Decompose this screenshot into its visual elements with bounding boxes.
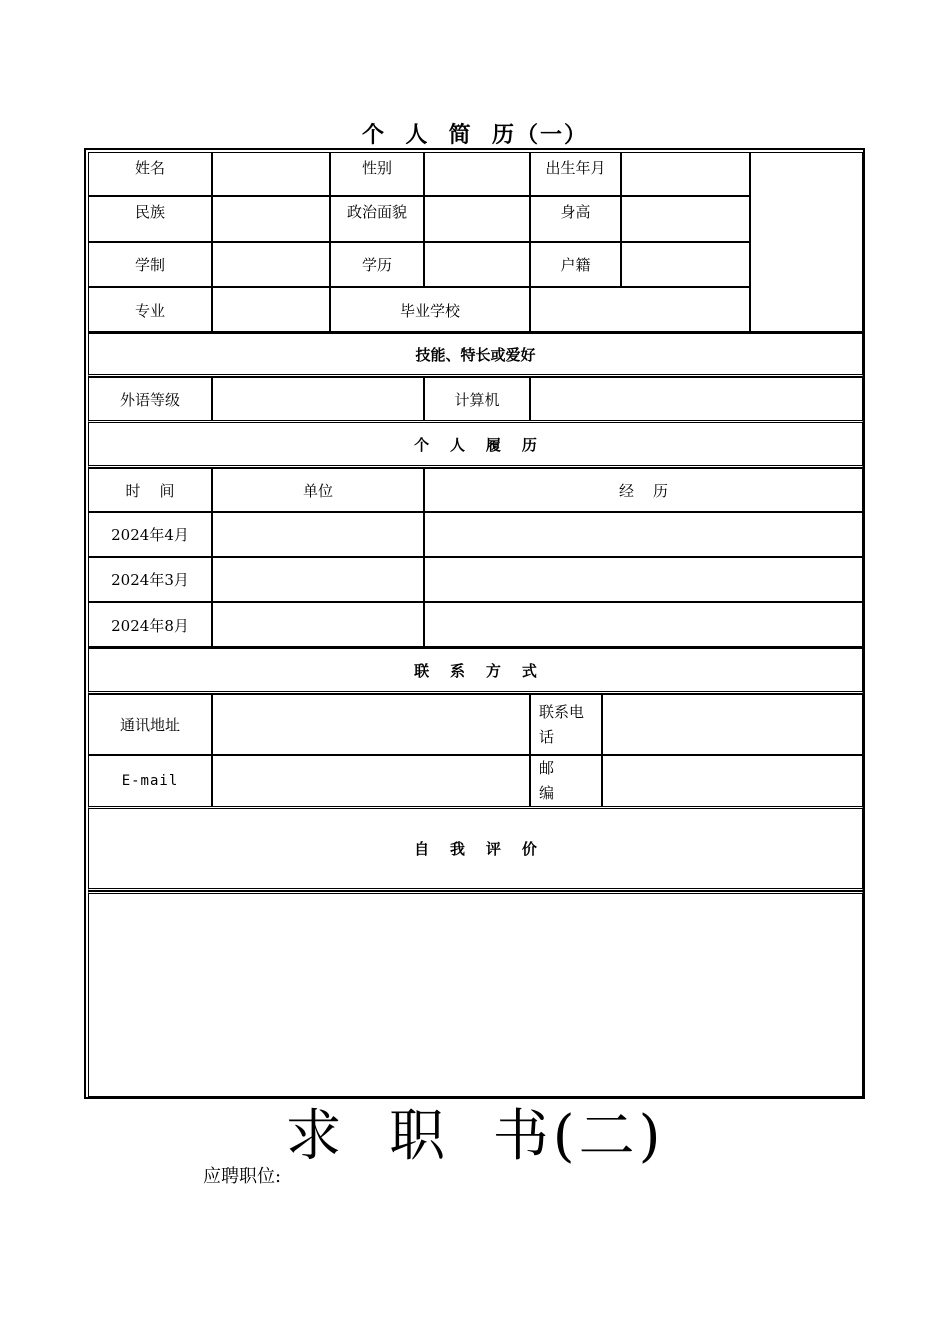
position-label: 应聘职位: [203,1166,282,1187]
page-title: 个 人 简 历（一） [362,122,588,148]
gender-field[interactable] [424,152,530,196]
self-eval-field[interactable] [88,891,863,1097]
major-label: 专业 [88,287,212,333]
gender-label: 性别 [330,152,424,196]
phone-label-line2: 话 [539,727,555,746]
language-field[interactable] [212,377,424,421]
hukou-field[interactable] [621,242,750,287]
history-row-unit[interactable] [212,602,424,648]
graduate-school-label: 毕业学校 [330,287,530,333]
skills-heading: 技能、特长或爱好 [88,331,863,377]
politics-field[interactable] [424,196,530,242]
postcode-label [530,755,602,807]
resume-table [84,148,865,1099]
history-row-experience[interactable] [424,512,863,557]
address-field[interactable] [212,694,530,755]
height-field[interactable] [621,196,750,242]
graduate-school-field[interactable] [530,287,750,333]
postcode-label-line1: 邮 [539,759,555,777]
birth-field[interactable] [621,152,750,196]
history-row-unit[interactable] [212,557,424,602]
ethnicity-label: 民族 [88,196,212,242]
history-col-experience: 经 历 [424,468,863,512]
history-row-experience[interactable] [424,602,863,648]
education-field[interactable] [424,242,530,287]
history-row-experience[interactable] [424,557,863,602]
contact-heading: 联 系 方 式 [88,646,863,694]
phone-label-line1: 联系电 [539,702,585,721]
name-label: 姓名 [88,152,212,196]
history-col-time: 时 间 [88,468,212,512]
postcode-field[interactable] [602,755,863,807]
birth-label: 出生年月 [530,152,621,196]
school-system-label: 学制 [88,242,212,287]
computer-label: 计算机 [424,377,530,421]
email-field[interactable] [212,755,530,807]
history-col-unit: 单位 [212,468,424,512]
history-row-time: 2024年4月 [88,512,212,557]
history-row-unit[interactable] [212,512,424,557]
computer-field[interactable] [530,377,863,421]
history-row-time: 2024年3月 [88,557,212,602]
phone-field[interactable] [602,694,863,755]
self-eval-heading: 自 我 评 价 [88,806,863,891]
language-label: 外语等级 [88,377,212,421]
education-label: 学历 [330,242,424,287]
cover-title: 求 职 书(二) [285,1104,665,1169]
height-label: 身高 [530,196,621,242]
email-label: E-mail [88,755,212,807]
photo-box[interactable] [750,152,863,333]
school-system-field[interactable] [212,242,330,287]
phone-label [530,694,602,755]
postcode-label-line2: 编 [539,784,555,802]
major-field[interactable] [212,287,330,333]
name-field[interactable] [212,152,330,196]
ethnicity-field[interactable] [212,196,330,242]
history-heading: 个 人 履 历 [88,420,863,468]
hukou-label: 户籍 [530,242,621,287]
address-label: 通讯地址 [88,694,212,755]
history-row-time: 2024年8月 [88,602,212,648]
politics-label: 政治面貌 [330,196,424,242]
